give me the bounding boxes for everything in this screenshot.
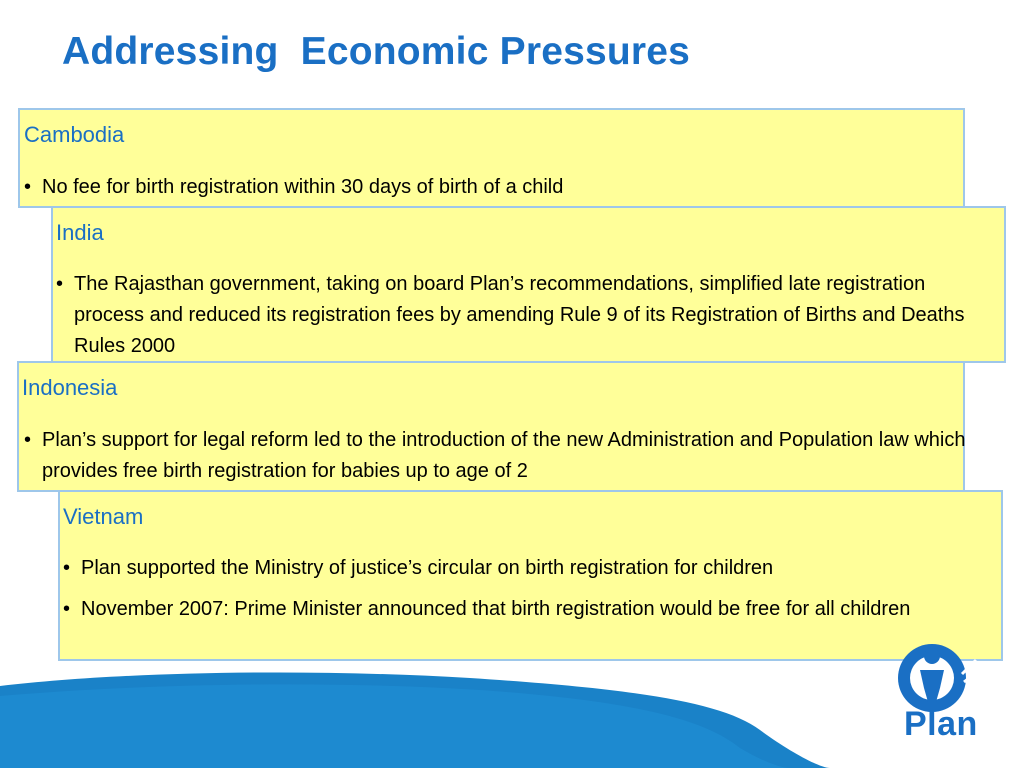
footer-wave: [0, 660, 1024, 768]
bullet-text: November 2007: Prime Minister announced that birth registration would be free for all children: [81, 598, 911, 620]
bullet-item: [24, 172, 962, 203]
bullet-text: The Rajasthan government, taking on board Plan’s recommendations, simplified late registration process and reduced its registration fees by amending Rule 9 of its Registration of Births and Deaths Rules 2000: [74, 273, 965, 357]
bullet-item: [63, 597, 1001, 621]
bullet-icon: •: [63, 598, 71, 620]
bullet-item: [63, 553, 1001, 584]
bullet-text: Plan supported the Ministry of justice’s circular on birth registration for children: [81, 557, 774, 579]
country-heading-vietnam: Vietnam: [63, 504, 144, 529]
bullet-icon: •: [63, 557, 71, 579]
section-indonesia: [17, 361, 965, 492]
bullet-text: No fee for birth registration within 30 days of birth of a child: [42, 176, 564, 198]
section-cambodia: [18, 108, 965, 208]
country-heading-cambodia: Cambodia: [24, 122, 125, 147]
country-heading-india: India: [56, 220, 104, 245]
slide-title: Addressing Economic Pressures: [62, 30, 691, 73]
bullet-text: Plan’s support for legal reform led to the introduction of the new Administration and Population law which provides free birth registration for babies up to age of 2: [42, 429, 966, 482]
bullet-item: [24, 425, 967, 487]
country-heading-indonesia: Indonesia: [22, 375, 118, 400]
bullet-icon: •: [24, 176, 32, 198]
plan-logo-text: Plan: [904, 705, 978, 743]
section-vietnam: [58, 490, 1003, 661]
section-india: [51, 206, 1006, 363]
bullet-item: [56, 269, 999, 362]
bullet-icon: •: [56, 273, 64, 295]
bullet-icon: •: [24, 429, 32, 451]
